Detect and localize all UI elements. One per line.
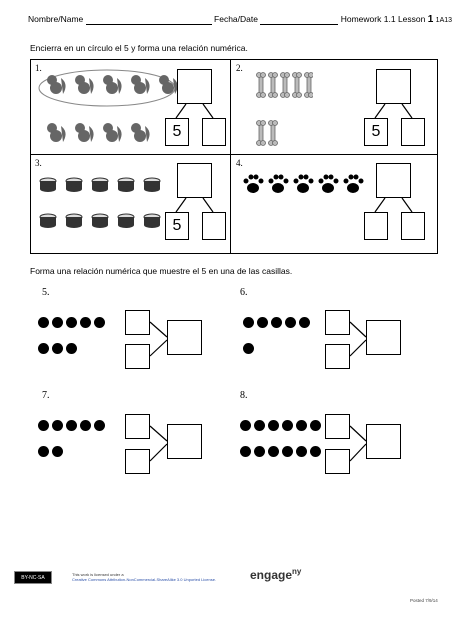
brand-sup: ny: [292, 567, 302, 576]
name-label: Nombre/Name: [28, 14, 84, 24]
lesson-label: Lesson: [397, 14, 426, 24]
part1-instruction: Encierra en un círculo el 5 y forma una relación numérica.: [30, 43, 248, 53]
problem-number: 6.: [240, 287, 248, 298]
license-text: [72, 572, 216, 582]
license-link[interactable]: Creative Commons Attribution-NonCommercial-ShareAlike 3.0 Unported License.: [72, 577, 217, 582]
cc-license-badge[interactable]: [14, 571, 52, 584]
date-label: Fecha/Date: [214, 14, 258, 24]
homework-number: 1.1: [383, 14, 396, 24]
part-box: 5: [165, 212, 189, 240]
problem-number: 4.: [236, 158, 243, 168]
part-box: 5: [165, 118, 189, 146]
lesson-code: 1A13: [435, 17, 453, 24]
homework-label: Homework: [340, 14, 382, 24]
license-line-1: This work is licensed under a: [72, 572, 124, 577]
part2-instruction: Forma una relación numérica que muestre el 5 en una de las casillas.: [30, 266, 293, 276]
problem-number: 3.: [35, 158, 42, 168]
lesson-number: 1: [427, 14, 434, 25]
cc-license-badge-label: BY-NC-SA: [21, 574, 45, 581]
problem-number: 2.: [236, 63, 243, 73]
problem-number: 1.: [35, 63, 42, 73]
problem-number: 8.: [240, 390, 248, 401]
part-box: 5: [364, 118, 388, 146]
problem-number: 7.: [42, 390, 50, 401]
brand-name: engage: [250, 568, 293, 582]
problem-number: 5.: [42, 287, 50, 298]
posted-date: Posted 7/9/14: [410, 598, 438, 603]
engageny-logo: [250, 567, 301, 582]
